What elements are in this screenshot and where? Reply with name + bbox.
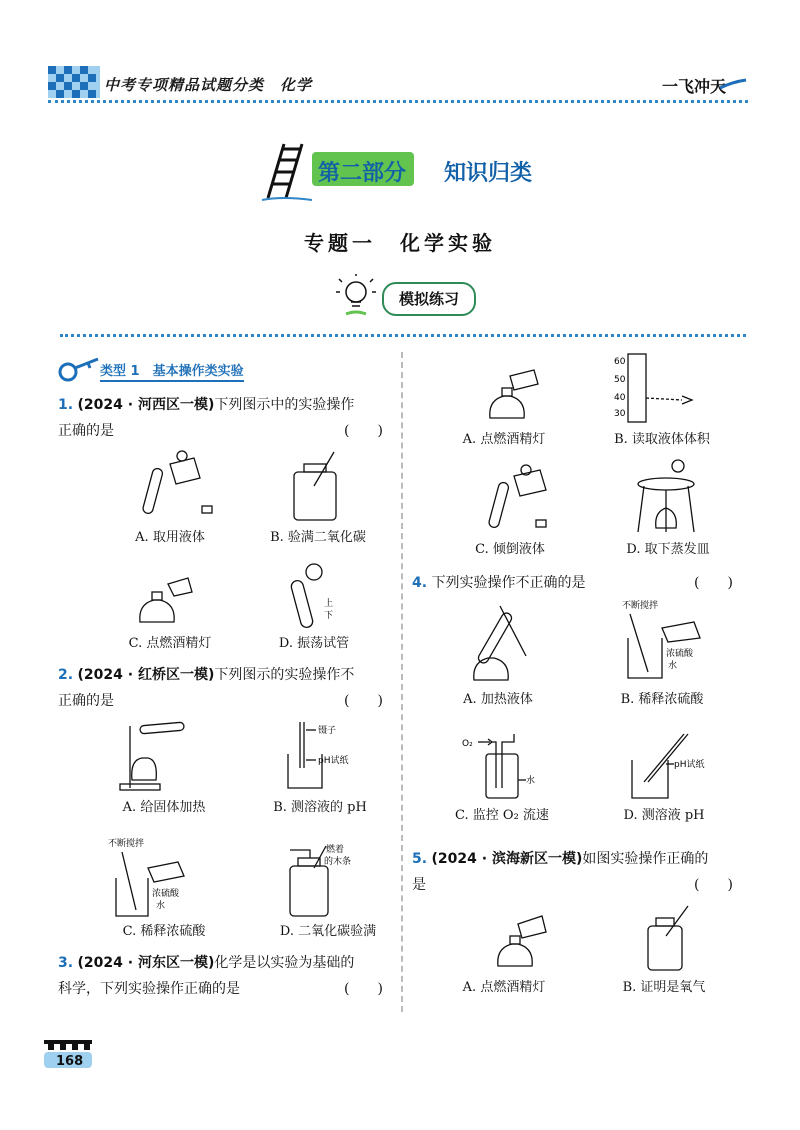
answer-paren: ( ) <box>694 575 733 591</box>
figure-pour-liquid <box>130 450 220 520</box>
part-number-banner <box>312 152 414 186</box>
topic-title: 专题一 化学实验 <box>304 231 496 255</box>
part-name: 知识归类 <box>444 161 533 186</box>
fig-label-water: 水 <box>156 901 166 911</box>
question-text: 如图实验操作正确的 <box>582 851 709 867</box>
brand-swoosh-icon <box>718 78 748 92</box>
fig-label-o2: O₂ <box>462 739 473 749</box>
q4-option-a-caption: A. 加热液体 <box>463 692 533 707</box>
answer-paren: ( ) <box>344 981 383 997</box>
question-number: 1. <box>58 397 74 413</box>
figure-evaporating-dish <box>632 458 702 534</box>
q5-option-a-caption: A. 点燃酒精灯 <box>462 980 546 995</box>
q3-option-a-caption: A. 点燃酒精灯 <box>462 432 546 447</box>
tick-50: 50 <box>614 375 626 385</box>
fig-label-down: 下 <box>324 611 334 621</box>
question-source: (2024 · 滨海新区一模) <box>431 851 583 867</box>
question-2 <box>58 662 398 714</box>
option-c-caption: C. 稀释浓硫酸 <box>122 924 206 939</box>
question-1 <box>58 392 398 444</box>
ladder-icon <box>262 140 312 202</box>
option-d-caption: D. 振荡试管 <box>278 636 350 651</box>
fig-label-burning: 燃着 <box>326 845 345 855</box>
fig-label-up: 上 <box>324 599 334 609</box>
question-number: 2. <box>58 667 74 683</box>
header-divider <box>48 100 748 103</box>
fig-label-water: 水 <box>526 776 536 786</box>
q3-option-c-caption: C. 倾倒液体 <box>475 542 545 557</box>
question-text: 正确的是 <box>58 423 114 439</box>
fig-label-acid: 浓硫酸 <box>666 649 694 659</box>
figure-dilute-acid-4b <box>622 600 712 684</box>
question-text: 下列图示中的实验操作 <box>214 397 355 413</box>
figure-light-lamp <box>130 570 200 630</box>
figure-co2-full <box>284 842 374 918</box>
question-3 <box>58 950 398 1002</box>
question-text: 是 <box>412 877 426 893</box>
answer-paren: ( ) <box>694 877 733 893</box>
option-d-caption: D. 二氧化碳验满 <box>279 924 377 939</box>
question-5 <box>412 846 752 898</box>
key-icon <box>58 356 100 382</box>
figure-light-lamp-5a <box>488 910 558 972</box>
question-text: 下列图示的实验操作不 <box>214 667 355 683</box>
question-number: 4. <box>412 575 428 591</box>
question-text: 下列实验操作不正确的是 <box>431 575 586 591</box>
fig-label-tweezers: 镊子 <box>318 726 337 736</box>
option-b-caption: B. 测溶液的 pH <box>273 800 367 815</box>
answer-paren: ( ) <box>344 423 383 439</box>
fig-label-stir: 不断搅拌 <box>622 601 659 611</box>
q4-option-c-caption: C. 监控 O₂ 流速 <box>455 808 549 823</box>
fig-label-wood-stick: 的木条 <box>324 857 352 867</box>
figure-read-volume <box>612 352 712 424</box>
figure-oxygen-test <box>642 906 702 972</box>
page-number: 168 <box>56 1054 84 1069</box>
lightbulb-icon <box>336 274 376 318</box>
option-b-caption: B. 验满二氧化碳 <box>270 530 366 545</box>
question-number: 5. <box>412 851 428 867</box>
fig-label-ph-paper: pH试纸 <box>318 756 349 766</box>
q5-option-b-caption: B. 证明是氧气 <box>622 980 706 995</box>
question-number: 3. <box>58 955 74 971</box>
q3-option-b-caption: B. 读取液体体积 <box>614 432 710 447</box>
question-text: 正确的是 <box>58 693 114 709</box>
figure-heat-solid <box>116 720 196 792</box>
tick-40: 40 <box>614 393 626 403</box>
fig-label-ph-paper: pH试纸 <box>674 760 705 770</box>
q4-option-b-caption: B. 稀释浓硫酸 <box>620 692 704 707</box>
question-text: 化学是以实验为基础的 <box>214 955 355 971</box>
option-c-caption: C. 点燃酒精灯 <box>128 636 212 651</box>
section-divider <box>60 334 746 337</box>
practice-badge: 模拟练习 <box>382 282 476 316</box>
fig-label-acid: 浓硫酸 <box>152 889 180 899</box>
header-checker-logo <box>48 66 100 98</box>
figure-co2-test <box>286 450 346 522</box>
q3-option-d-caption: D. 取下蒸发皿 <box>626 542 710 557</box>
figure-light-lamp-3a <box>480 364 550 424</box>
type-label: 类型 1 基本操作类实验 <box>100 360 244 382</box>
option-a-caption: A. 给固体加热 <box>122 800 206 815</box>
fig-label-water: 水 <box>668 661 678 671</box>
tick-30: 30 <box>614 409 626 419</box>
figure-measure-ph <box>282 720 362 792</box>
question-text: 科学，下列实验操作正确的是 <box>58 981 240 997</box>
option-a-caption: A. 取用液体 <box>135 530 205 545</box>
question-source: (2024 · 红桥区一模) <box>77 667 215 683</box>
answer-paren: ( ) <box>344 693 383 709</box>
question-source: (2024 · 河西区一模) <box>77 397 215 413</box>
header-series-title: 中考专项精品试题分类 化学 <box>104 76 313 94</box>
figure-o2-flow <box>462 734 552 802</box>
tick-60: 60 <box>614 357 626 367</box>
figure-heat-liquid <box>464 600 544 684</box>
header-brand: 一飞冲天 <box>662 77 727 96</box>
q4-option-d-caption: D. 测溶液 pH <box>623 808 705 823</box>
figure-measure-ph-4d <box>624 730 724 802</box>
figure-pour-liquid-3c <box>480 464 570 534</box>
figure-dilute-acid <box>108 838 208 920</box>
question-source: (2024 · 河东区一模) <box>77 955 215 971</box>
question-4 <box>412 570 752 596</box>
column-divider <box>401 352 403 1012</box>
figure-shake-tube <box>290 560 340 630</box>
part-number: 第二部分 <box>318 161 407 186</box>
fig-label-stir: 不断搅拌 <box>108 839 145 849</box>
